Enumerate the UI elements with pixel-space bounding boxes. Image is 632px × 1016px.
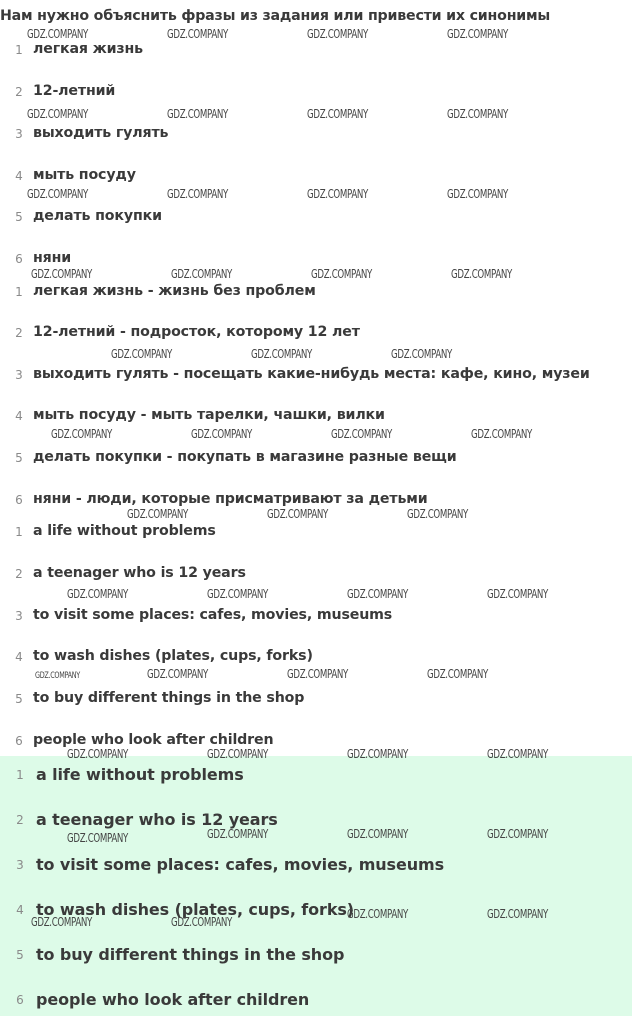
list-item (0, 41, 632, 63)
item-number: 5 (16, 948, 24, 962)
watermark: GDZ.COMPANY (471, 427, 532, 441)
watermark: GDZ.COMPANY (207, 827, 268, 841)
watermark: GDZ.COMPANY (447, 187, 508, 201)
item-number: 2 (15, 326, 23, 340)
watermark: GDZ.COMPANY (487, 907, 548, 921)
list-item (0, 945, 632, 967)
item-number: 1 (15, 285, 23, 299)
watermark: GDZ.COMPANY (127, 507, 188, 521)
item-text: people who look after children (36, 990, 310, 1009)
list-item (0, 449, 632, 471)
item-text: a life without problems (36, 765, 244, 784)
item-number: 2 (15, 85, 23, 99)
watermark: GDZ.COMPANY (111, 347, 172, 361)
watermark: GDZ.COMPANY (447, 27, 508, 41)
watermark: GDZ.COMPANY (27, 27, 88, 41)
item-number: 1 (15, 525, 23, 539)
watermark: GDZ.COMPANY (251, 347, 312, 361)
watermark: GDZ.COMPANY (51, 427, 112, 441)
watermark: GDZ.COMPANY (287, 667, 348, 681)
watermark: GDZ.COMPANY (67, 747, 128, 761)
watermark: GDZ.COMPANY (171, 267, 232, 281)
item-number: 3 (15, 127, 23, 141)
watermark: GDZ.COMPANY (147, 667, 208, 681)
item-number: 4 (16, 903, 24, 917)
watermark: GDZ.COMPANY (347, 587, 408, 601)
list-item (0, 83, 632, 105)
list-item (0, 208, 632, 230)
list-item (0, 324, 632, 346)
watermark: GDZ.COMPANY (267, 507, 328, 521)
item-number: 3 (15, 368, 23, 382)
item-text: легкая жизнь (33, 41, 143, 57)
item-number: 1 (15, 43, 23, 57)
item-number: 6 (16, 993, 24, 1007)
list-item (0, 407, 632, 429)
item-number: 6 (15, 734, 23, 748)
item-number: 5 (15, 210, 23, 224)
item-text: легкая жизнь - жизнь без проблем (33, 283, 316, 299)
item-text: a teenager who is 12 years (33, 565, 246, 581)
item-number: 6 (15, 493, 23, 507)
item-number: 1 (16, 768, 24, 782)
list-item (0, 607, 632, 629)
item-text: выходить гулять - посещать какие-нибудь места: кафе, кино, музеи (33, 366, 590, 382)
page-title: Нам нужно объяснить фразы из задания или привести их синонимы (0, 8, 551, 24)
watermark: GDZ.COMPANY (307, 27, 368, 41)
item-text: выходить гулять (33, 125, 169, 141)
item-number: 2 (15, 567, 23, 581)
watermark: GDZ.COMPANY (447, 107, 508, 121)
watermark: GDZ.COMPANY (487, 827, 548, 841)
watermark: GDZ.COMPANY (451, 267, 512, 281)
answer-panel (0, 756, 632, 1016)
list-item (0, 283, 632, 305)
watermark: GDZ.COMPANY (347, 907, 408, 921)
watermark: GDZ.COMPANY (35, 671, 80, 681)
item-text: няни (33, 250, 72, 266)
item-text: мыть посуду - мыть тарелки, чашки, вилки (33, 407, 385, 423)
watermark: GDZ.COMPANY (407, 507, 468, 521)
item-text: мыть посуду (33, 167, 136, 183)
item-text: няни - люди, которые присматривают за детьми (33, 491, 428, 507)
item-text: to buy different things in the shop (36, 945, 345, 964)
list-item (0, 523, 632, 545)
watermark: GDZ.COMPANY (67, 587, 128, 601)
item-text: a life without problems (33, 523, 216, 539)
watermark: GDZ.COMPANY (31, 915, 92, 929)
item-number: 4 (15, 169, 23, 183)
watermark: GDZ.COMPANY (427, 667, 488, 681)
watermark: GDZ.COMPANY (311, 267, 372, 281)
item-number: 3 (16, 858, 24, 872)
list-item (0, 765, 632, 787)
item-number: 3 (15, 609, 23, 623)
item-number: 5 (15, 451, 23, 465)
item-text: to wash dishes (plates, cups, forks) (36, 900, 355, 919)
watermark: GDZ.COMPANY (167, 27, 228, 41)
item-number: 4 (15, 650, 23, 664)
watermark: GDZ.COMPANY (27, 187, 88, 201)
watermark: GDZ.COMPANY (487, 747, 548, 761)
watermark: GDZ.COMPANY (487, 587, 548, 601)
watermark: GDZ.COMPANY (207, 587, 268, 601)
list-item (0, 990, 632, 1012)
watermark: GDZ.COMPANY (67, 831, 128, 845)
watermark: GDZ.COMPANY (391, 347, 452, 361)
item-text: делать покупки - покупать в магазине разные вещи (33, 449, 457, 465)
watermark: GDZ.COMPANY (191, 427, 252, 441)
item-text: делать покупки (33, 208, 162, 224)
watermark: GDZ.COMPANY (171, 915, 232, 929)
item-text: to buy different things in the shop (33, 690, 305, 706)
list-item (0, 167, 632, 189)
watermark: GDZ.COMPANY (331, 427, 392, 441)
watermark: GDZ.COMPANY (27, 107, 88, 121)
list-item (0, 366, 632, 388)
watermark: GDZ.COMPANY (207, 747, 268, 761)
watermark: GDZ.COMPANY (31, 267, 92, 281)
item-text: to visit some places: cafes, movies, museums (36, 855, 445, 874)
watermark: GDZ.COMPANY (307, 187, 368, 201)
item-text: to wash dishes (plates, cups, forks) (33, 648, 313, 664)
item-number: 5 (15, 692, 23, 706)
item-number: 2 (16, 813, 24, 827)
list-item (0, 565, 632, 587)
watermark: GDZ.COMPANY (167, 187, 228, 201)
item-number: 4 (15, 409, 23, 423)
item-text: 12-летний - подросток, которому 12 лет (33, 324, 360, 340)
watermark: GDZ.COMPANY (347, 747, 408, 761)
item-text: to visit some places: cafes, movies, museums (33, 607, 393, 623)
item-text: people who look after children (33, 732, 274, 748)
list-item (0, 690, 632, 712)
watermark: GDZ.COMPANY (307, 107, 368, 121)
item-text: a teenager who is 12 years (36, 810, 278, 829)
watermark: GDZ.COMPANY (167, 107, 228, 121)
list-item (0, 855, 632, 877)
item-text: 12-летний (33, 83, 116, 99)
list-item (0, 125, 632, 147)
watermark: GDZ.COMPANY (347, 827, 408, 841)
item-number: 6 (15, 252, 23, 266)
